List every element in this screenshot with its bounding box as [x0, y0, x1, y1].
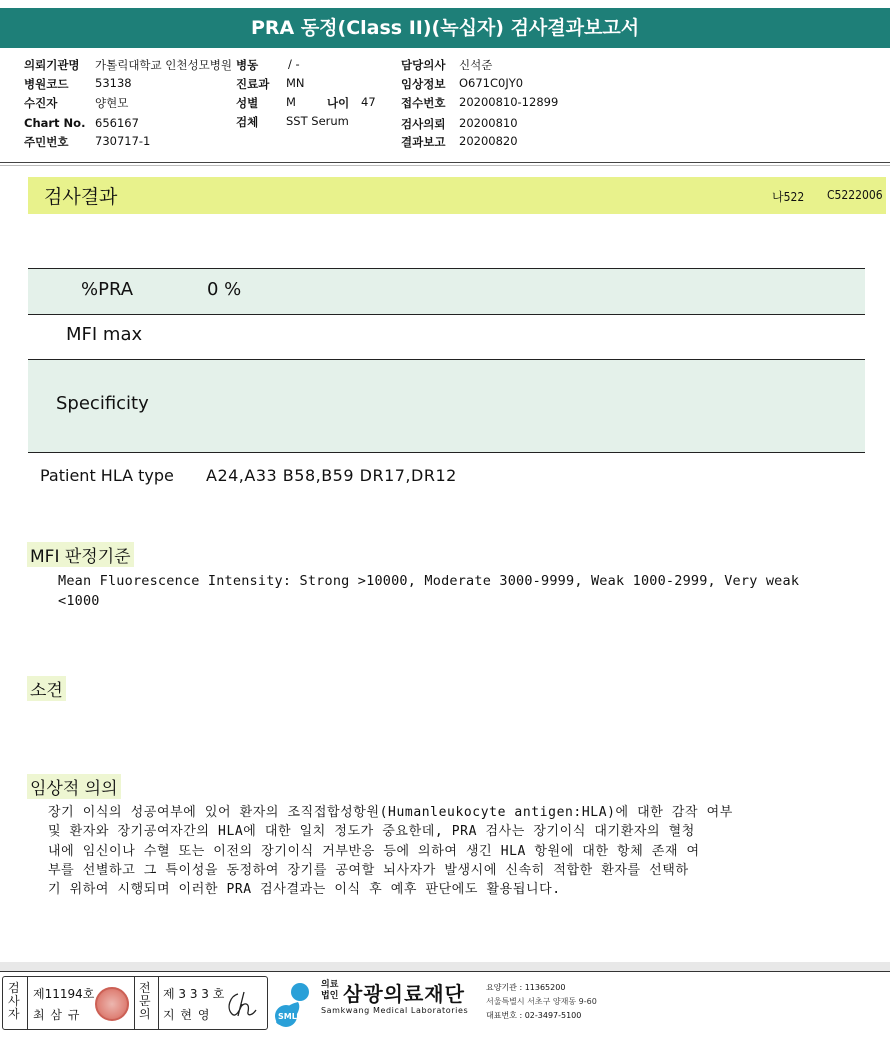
clinical-significance-title: 임상적 의의: [27, 774, 121, 799]
specialist-name: 지 현 영: [163, 1008, 211, 1022]
results-title: 검사결과: [44, 186, 118, 208]
hla-type-label: Patient HLA type: [40, 466, 174, 485]
signature-divider: [27, 977, 28, 1029]
results-code-2: C5222006: [827, 188, 883, 202]
report-date-label: 결과보고: [401, 135, 446, 149]
institution-label: 의뢰기관명: [24, 58, 80, 72]
receipt-label: 접수번호: [401, 96, 446, 110]
request-label: 검사의뢰: [401, 117, 446, 131]
clinical-line: 및 환자와 장기공여자간의 HLA에 대한 일치 정도가 중요한데, PRA 검사는 장기이식 대기환자의 혈청: [48, 824, 695, 840]
doctor-label: 담당의사: [401, 58, 446, 72]
pra-label: %PRA: [81, 279, 134, 300]
examiner-name: 최 삼 규: [33, 1008, 81, 1022]
footer-band: [0, 962, 890, 971]
dept-label: 진료과: [236, 77, 270, 91]
table-line: [28, 314, 865, 315]
mfi-max-label: MFI max: [66, 324, 143, 345]
age-value: 47: [361, 95, 376, 109]
receipt-value: 20200810-12899: [459, 95, 559, 109]
signature-divider: [158, 977, 159, 1029]
clinical-info-label: 임상정보: [401, 77, 446, 91]
patient-value: 양현모: [95, 96, 129, 110]
hospital-code-label: 병원코드: [24, 77, 69, 91]
id-value: 730717-1: [95, 134, 151, 148]
opinion-title: 소견: [27, 676, 66, 701]
doctor-value: 신석준: [459, 58, 493, 72]
header-divider: [0, 162, 890, 163]
header-divider-light: [0, 165, 890, 166]
org-prefix: 의료법인: [321, 980, 339, 1001]
org-name: 삼광의료재단: [343, 982, 465, 1006]
report-title: PRA 동정(Class II)(녹십자) 검사결과보고서: [250, 17, 640, 39]
mfi-criteria-line-1: Mean Fluorescence Intensity: Strong >10000, Moderate 3000-9999, Weak 1000-2999, Very weak: [58, 573, 800, 589]
pra-value: 0 %: [207, 279, 242, 300]
footer-divider: [0, 971, 890, 972]
clinical-line: 부를 선별하고 그 특이성을 동정하여 장기를 공여할 뇌사자가 발생시에 신속히 적합한 환자를 선택하: [48, 862, 689, 878]
chart-no-value: 656167: [95, 116, 139, 130]
specialist-no: 제 3 3 3 호: [163, 987, 225, 1001]
dept-value: MN: [286, 76, 305, 90]
specialist-label: 전문의: [139, 981, 151, 1021]
table-row-pra: [28, 269, 865, 314]
ward-value: / -: [288, 57, 300, 71]
examiner-label: 검사자: [8, 981, 20, 1021]
institution-value: 가톨릭대학교 인천성모병원: [95, 58, 232, 72]
specimen-value: SST Serum: [286, 114, 349, 128]
clinical-info-value: O671C0JY0: [459, 76, 524, 90]
report-date-value: 20200820: [459, 134, 518, 148]
mfi-criteria-line-2: <1000: [58, 593, 100, 609]
signature-divider: [134, 977, 135, 1029]
mfi-criteria-title: MFI 판정기준: [27, 542, 134, 567]
clinical-significance-text: [48, 803, 733, 899]
hla-type-value: A24,A33 B58,B59 DR17,DR12: [206, 466, 457, 485]
id-label: 주민번호: [24, 135, 69, 149]
results-code-1: 나522: [772, 190, 805, 204]
org-address: 서울특별시 서초구 양재동 9-60: [486, 997, 597, 1006]
clinical-line: 내에 임신이나 수혈 또는 이전의 장기이식 거부반응 등에 의하여 생긴 HLA 항원에 대한 항체 존재 여: [48, 843, 700, 859]
logo-small-text: SML: [278, 1012, 297, 1021]
ward-label: 병동: [236, 58, 259, 72]
sex-value: M: [286, 95, 296, 109]
hospital-code-value: 53138: [95, 76, 132, 90]
patient-label: 수진자: [24, 96, 58, 110]
specimen-label: 검체: [236, 115, 259, 129]
org-phone: 대표번호 : 02-3497-5100: [486, 1011, 582, 1020]
org-code: 요양기관 : 11365200: [486, 983, 566, 992]
sex-label: 성별: [236, 96, 259, 110]
seal-stamp-icon: [95, 987, 129, 1021]
chart-no-label: Chart No.: [24, 116, 86, 130]
results-band: [28, 177, 886, 214]
table-line: [28, 452, 865, 453]
specificity-label: Specificity: [56, 393, 149, 414]
org-english: Samkwang Medical Laboratories: [321, 1006, 469, 1015]
age-label: 나이: [327, 96, 350, 110]
clinical-line: 장기 이식의 성공여부에 있어 환자의 조직접합성항원(Humanleukocyte antigen:HLA)에 대한 감작 여부: [48, 805, 733, 820]
table-row-specificity: [28, 360, 865, 452]
signature-icon: [224, 988, 260, 1020]
clinical-line: 기 위하여 시행되며 이러한 PRA 검사결과는 이식 후 예후 판단에도 활용됩니다.: [48, 882, 561, 898]
examiner-no: 제11194호: [33, 987, 95, 1001]
request-value: 20200810: [459, 116, 518, 130]
